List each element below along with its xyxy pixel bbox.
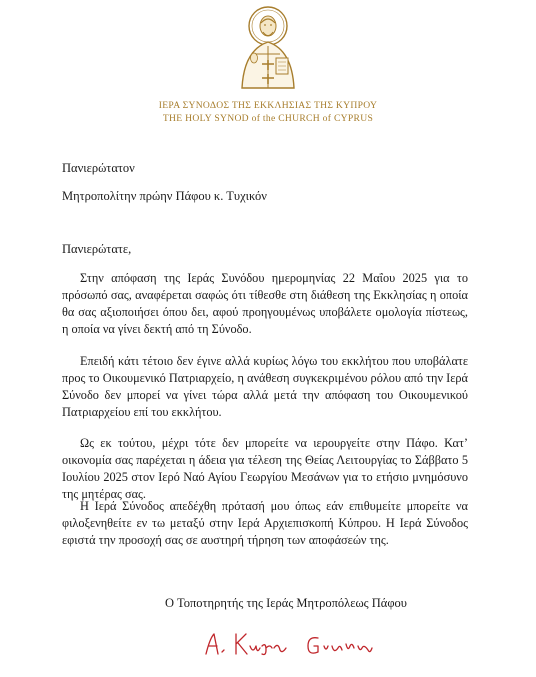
signature [200, 624, 380, 664]
paragraph-2: Επειδή κάτι τέτοιο δεν έγινε αλλά κυρίως λόγω του εκκλήτου που υποβάλατε προς το Οικουμενικό Πατριαρχείο, η ανάθεση συγκεκριμένου ρόλου από την Ιερά Σύνοδο δεν μπορεί να γίνει τώρα αλλά μετά την απόφαση του Οικουμενικού Πατριαρχείου επί του εκκλήτου. [62, 354, 468, 419]
closing-title: Ο Τοποτηρητής της Ιεράς Μητροπόλεως Πάφου [165, 596, 407, 610]
org-name-greek: ΙΕΡΑ ΣΥΝΟΔΟΣ ΤΗΣ ΕΚΚΛΗΣΙΑΣ ΤΗΣ ΚΥΠΡΟΥ [158, 100, 378, 111]
paragraph-1: Στην απόφαση της Ιεράς Συνόδου ημερομηνίας 22 Μαΐου 2025 για το πρόσωπό σας, αναφέρεται σαφώς ότι τίθεσθε στη διάθεση της Εκκλησίας η οποία θα σας αξιοποιήσει όπου δει, αφού προηγουμένως υποβάλετε ομολογία πίστεως, η οποία να γίνει δεκτή από τη Σύνοδο. [62, 271, 468, 336]
org-name-english: THE HOLY SYNOD of the CHURCH of CYPRUS [162, 113, 374, 124]
paragraph-4: Η Ιερά Σύνοδος απεδέχθη πρότασή μου όπως εάν επιθυμείτε μπορείτε να φιλοξενηθείτε εν τω μεταξύ στην Ιερά Αρχιεπισκοπή Κύπρου. Η Ιερά Σύνοδος εφιστά την προσοχή σας σε αυστηρή τήρηση των αποφάσεών της. [62, 499, 468, 547]
greeting: Πανιερώτατε, [62, 242, 132, 256]
recipient-name: Μητροπολίτην πρώην Πάφου κ. Τυχικόν [62, 189, 267, 203]
saint-icon [232, 2, 304, 92]
paragraph-3: Ως εκ τούτου, μέχρι τότε δεν μπορείτε να ιερουργείτε στην Πάφο. Κατ’ οικονομία σας παρέχεται η άδεια για τέλεση της Θείας Λειτουργίας το Σάββατο 5 Ιουλίου 2025 στον Ιερό Ναό Αγίου Γεωργίου Μεσάνων για το ετήσιο μνημόσυνο της μητέρας σας. [62, 436, 468, 501]
recipient-title: Πανιερώτατον [62, 161, 135, 175]
